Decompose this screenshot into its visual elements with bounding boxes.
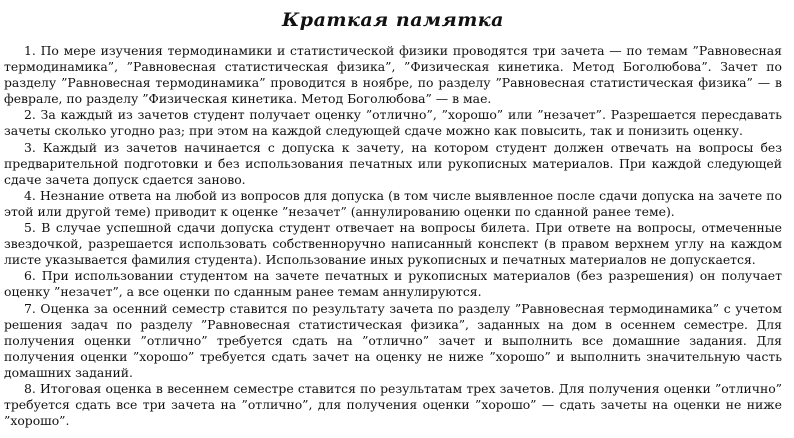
paragraph-1: 1. По мере изучения термодинамики и статистической физики проводятся три зачета — по темам ”Равновесная термодинамика”, ”Равновесная статистическая физика”, ”Физическая кинетика. Метод Боголюбова”. Зачет по разделу ”Равновесная термодинамика” проводится в ноябре, по разделу ”Равновесная статистическая физика” — в феврале, по разделу ”Физическая кинетика. Метод Боголюбова” — в мае. bbox=[4, 43, 782, 107]
paragraph-2: 2. За каждый из зачетов студент получает оценку ”отлично”, ”хорошо” или ”незачет”. Разрешается пересдавать зачеты сколько угодно раз; при этом на каждой следующей сдаче можно как повысить, так и понизить оценку. bbox=[4, 107, 782, 139]
paragraph-7: 7. Оценка за осенний семестр ставится по результату зачета по разделу ”Равновесная термодинамика” с учетом решения задач по разделу ”Равновесная статистическая физика”, заданных на дом в осеннем семестре. Для получения оценки ”отлично” требуется сдать на ”отлично” зачет и выполнить все домашние задания. Для получения оценки ”хорошо” требуется сдать зачет на оценку не ниже ”хорошо” и выполнить значительную часть домашних заданий. bbox=[4, 300, 782, 380]
paragraph-4: 4. Незнание ответа на любой из вопросов для допуска (в том числе выявленное после сдачи допуска на зачете по этой или другой теме) приводит к оценке ”незачет” (аннулированию оценки по сданной ранее теме). bbox=[4, 187, 782, 219]
paragraph-3: 3. Каждый из зачетов начинается с допуска к зачету, на котором студент должен отвечать на вопросы без предварительной подготовки и без использования печатных или рукописных материалов. При каждой следующей сдаче зачета допуск сдается заново. bbox=[4, 139, 782, 187]
paragraph-6: 6. При использовании студентом на зачете печатных и рукописных материалов (без разрешения) он получает оценку ”незачет”, а все оценки по сданным ранее темам аннулируются. bbox=[4, 268, 782, 300]
paragraph-8: 8. Итоговая оценка в весеннем семестре ставится по результатам трех зачетов. Для получения оценки ”отлично” требуется сдать все три зачета на ”отлично”, для получения оценки ”хорошо” — сдать зачеты на оценки не ниже ”хорошо”. bbox=[4, 380, 782, 429]
page-title: Краткая памятка bbox=[282, 9, 504, 31]
paragraph-5: 5. В случае успешной сдачи допуска студент отвечает на вопросы билета. При ответе на вопросы, отмеченные звездочкой, разрешается использовать собственноручно написанный конспект (в правом верхнем углу на каждом листе указывается фамилия студента). Использование иных рукописных и печатных материалов не допускается. bbox=[4, 220, 782, 268]
